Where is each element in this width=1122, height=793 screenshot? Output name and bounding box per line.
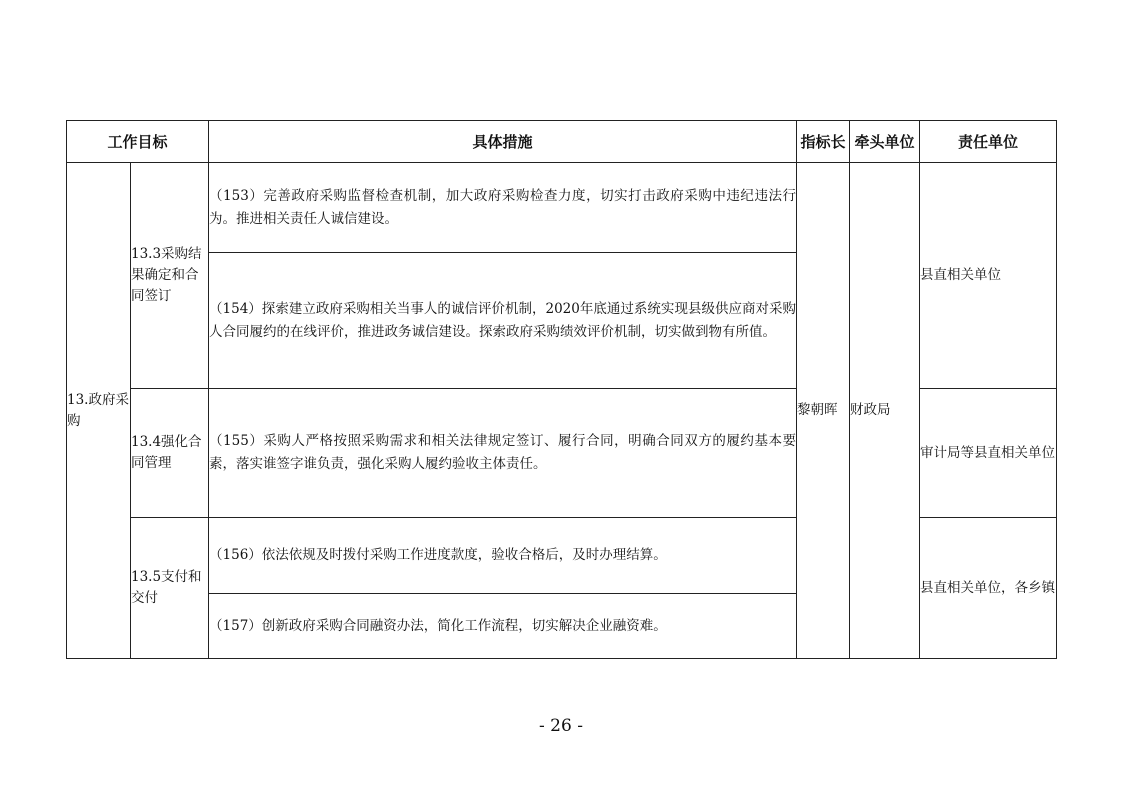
measures-table: [66, 120, 1057, 659]
header-indicator-head: 指标长: [797, 121, 850, 163]
subgoal-cell: 13.5支付和交付: [131, 518, 209, 659]
measure-cell: （154）探索建立政府采购相关当事人的诚信评价机制，2020年底通过系统实现县级供应商对采购人合同履约的在线评价，推进政务诚信建设。探索政府采购绩效评价机制，切实做到物有所值。: [209, 253, 797, 389]
responsible-unit-cell: 县直相关单位，各乡镇: [920, 518, 1057, 659]
responsible-unit-cell: 审计局等县直相关单位: [920, 389, 1057, 518]
header-lead-unit: 牵头单位: [850, 121, 920, 163]
measure-cell: （153）完善政府采购监督检查机制，加大政府采购检查力度，切实打击政府采购中违纪违法行为。推进相关责任人诚信建设。: [209, 163, 797, 253]
subgoal-cell: 13.3采购结果确定和合同签订: [131, 163, 209, 389]
page-number: - 26 -: [539, 716, 583, 736]
table-row: [67, 163, 1057, 253]
measure-cell: （155）采购人严格按照采购需求和相关法律规定签订、履行合同，明确合同双方的履约基本要素，落实谁签字谁负责，强化采购人履约验收主体责任。: [209, 389, 797, 518]
measure-cell: （157）创新政府采购合同融资办法，简化工作流程，切实解决企业融资难。: [209, 594, 797, 659]
measure-cell: （156）依法依规及时拨付采购工作进度款度，验收合格后，及时办理结算。: [209, 518, 797, 594]
responsible-unit-cell: 县直相关单位: [920, 163, 1057, 389]
header-goal: 工作目标: [67, 121, 209, 163]
header-row: [67, 121, 1057, 163]
lead-unit-cell: 财政局: [850, 163, 920, 659]
header-responsible-unit: 责任单位: [920, 121, 1057, 163]
subgoal-cell: 13.4强化合同管理: [131, 389, 209, 518]
main-goal-cell: 13.政府采购: [67, 163, 131, 659]
header-measures: 具体措施: [209, 121, 797, 163]
indicator-head-cell: 黎朝晖: [797, 163, 850, 659]
